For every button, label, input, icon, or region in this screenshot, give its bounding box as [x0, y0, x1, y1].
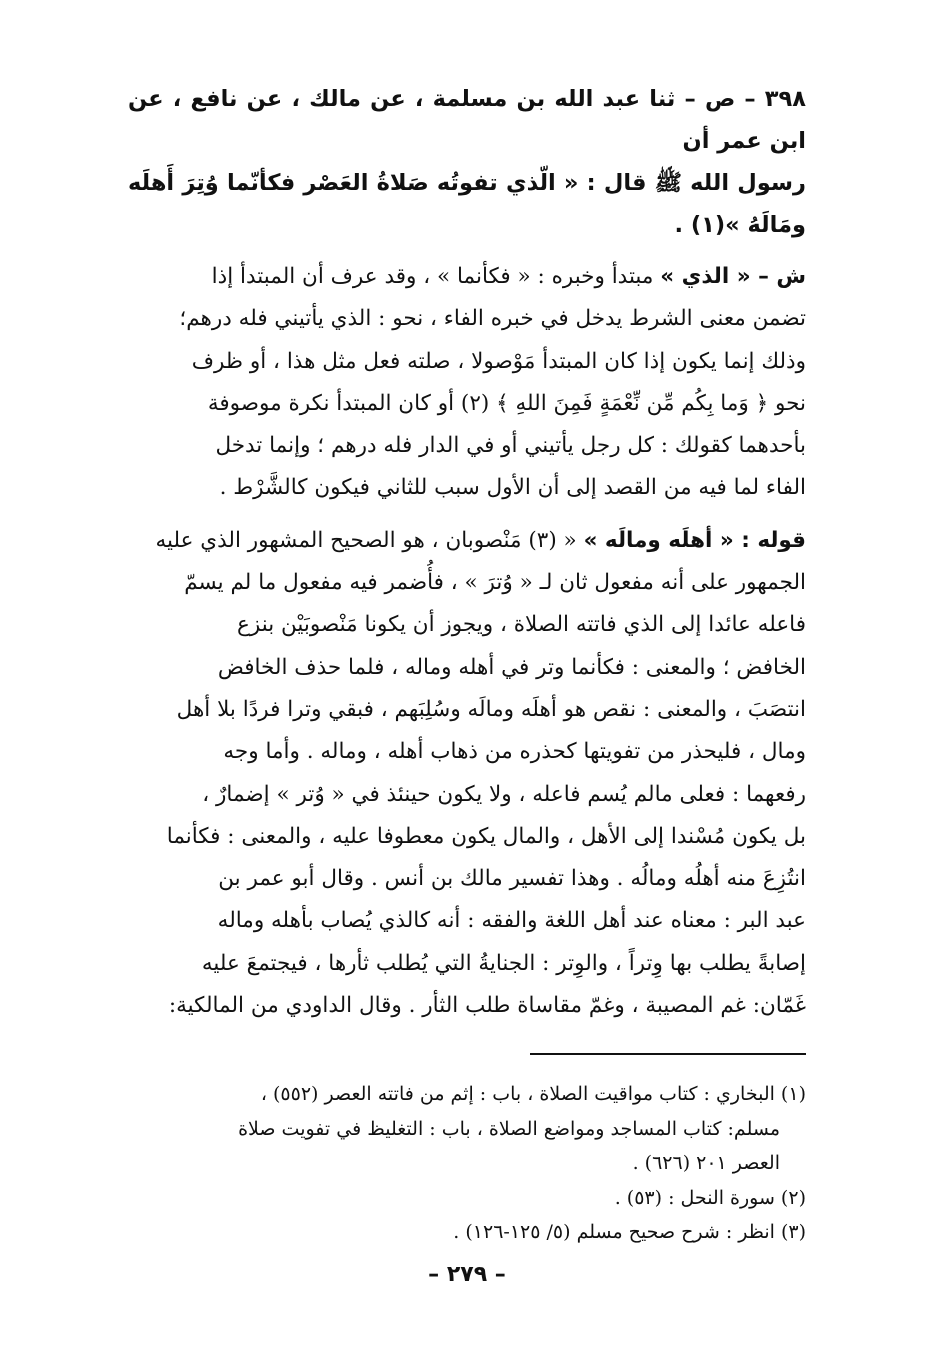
footnote-2 — [128, 1181, 806, 1216]
commentary-line: الخافض ؛ والمعنى : فكأنما وتر في أهله وماله ، فلما حذف الخافض — [217, 654, 806, 680]
commentary-line-text: « (٣) مَنْصوبان ، هو الصحيح المشهور الذي عليه — [155, 527, 577, 553]
commentary-line: تضمن معنى الشرط يدخل في خبره الفاء ، نحو : الذي يأتيني فله درهم؛ — [179, 306, 806, 332]
commentary-line — [128, 256, 806, 298]
footnote-3 — [128, 1215, 806, 1250]
footnote-line: مسلم: كتاب المساجد ومواضع الصلاة ، باب : التغليظ في تفويت صلاة — [238, 1117, 780, 1140]
page-number: – ٢٧٩ – — [428, 1262, 506, 1287]
commentary-paragraph-2 — [128, 520, 806, 1028]
commentary-line-text: مبتدأ وخبره : « فكأنما » ، وقد عرف أن المبتدأ إذا — [211, 264, 654, 289]
commentary-line: انتُزِعَ منه أهلُه ومالُه . وهذا تفسير مالك بن أنس . وقال أبو عمر بن — [218, 866, 806, 892]
commentary-lead: قوله : « أهلَه ومالَه » — [583, 527, 806, 553]
commentary-paragraph-1 — [128, 256, 806, 510]
commentary-line: بل يكون مُسْندا إلى الأهل ، والمال يكون معطوفا عليه ، والمعنى : فكأنما — [166, 823, 806, 849]
commentary-line: نحو ﴿ وَما بِكُم مِّن نِّعْمَةٍ فَمِنَ اللهِ ﴾ (٢) أو كان المبتدأ نكرة موصوفة — [207, 390, 806, 416]
commentary-line: ومال ، فليحذر من تفويتها كحذره من ذهاب أهله ، وماله . وأما وجه — [223, 739, 806, 765]
footnote-1 — [128, 1077, 806, 1181]
footnote-line: (٣) انظر : شرح صحيح مسلم (٥/ ١٢٥-١٢٦) . — [453, 1221, 806, 1244]
commentary-line: الفاء لما فيه من القصد إلى أن الأول سبب للثاني فيكون كالشَّرْط . — [219, 475, 806, 501]
footnote-divider — [530, 1053, 806, 1055]
commentary-line: غَمّان: غم المصيبة ، وغمّ مقاساة طلب الثأر . وقال الداودي من المالكية: — [168, 993, 806, 1019]
commentary-line: عبد البر : معناه عند أهل اللغة والفقه : أنه كالذي يُصاب بأهله وماله — [217, 908, 806, 934]
commentary-line — [128, 520, 806, 562]
commentary-line: وذلك إنما يكون إذا كان المبتدأ مَوْصولا ، صلته فعل مثل هذا ، أو ظرف — [191, 348, 806, 374]
footnotes — [128, 1077, 806, 1250]
hadith-line: رسول الله ﷺ قال : « الّذي تفوتُه صَلاةُ العَصْر فكأنّما وُتِرَ أَهلَه ومَالَهُ »(١) . — [128, 170, 806, 238]
hadith-line: ٣٩٨ – ص – ثنا عبد الله بن مسلمة ، عن مالك ، عن نافع ، عن ابن عمر أن — [128, 86, 806, 154]
footnote-line: (٢) سورة النحل : (٥٣) . — [614, 1186, 806, 1209]
commentary-lead: ش – « الذي » — [660, 264, 806, 289]
commentary-line: رفعهما : فعلى مالم يُسم فاعله ، ولا يكون حينئذ في « وُتر » إضمارٌ ، — [202, 781, 806, 807]
commentary-line: انتصَبَ ، والمعنى : نقص هو أهلَه ومالَه وسُلِبَهم ، فبقي وترا فردًا بلا أهل — [176, 696, 806, 722]
footnote-line: (١) البخاري : كتاب مواقيت الصلاة ، باب : إثم من فاتته العصر (٥٥٢) ، — [260, 1083, 806, 1106]
footnote-line: العصر ٢٠١ (٦٢٦) . — [632, 1152, 780, 1175]
commentary-line: بأحدهما كقولك : كل رجل يأتيني أو في الدار فله درهم ؛ وإنما تدخل — [215, 433, 806, 459]
commentary-line: الجمهور على أنه مفعول ثان لـ « وُترَ » ، فأُضمر فيه مفعول ما لم يسمّ — [184, 570, 806, 596]
commentary-line: فاعله عائدا إلى الذي فاتته الصلاة ، ويجوز أن يكونا مَنْصوبَيْن بنزع — [237, 612, 806, 638]
commentary-line: إصابةً يطلب بها وِتراً ، والوِتر : الجنايةُ التي يُطلب ثأرها ، فيجتمعَ عليه — [201, 950, 806, 976]
hadith-text — [128, 78, 806, 246]
